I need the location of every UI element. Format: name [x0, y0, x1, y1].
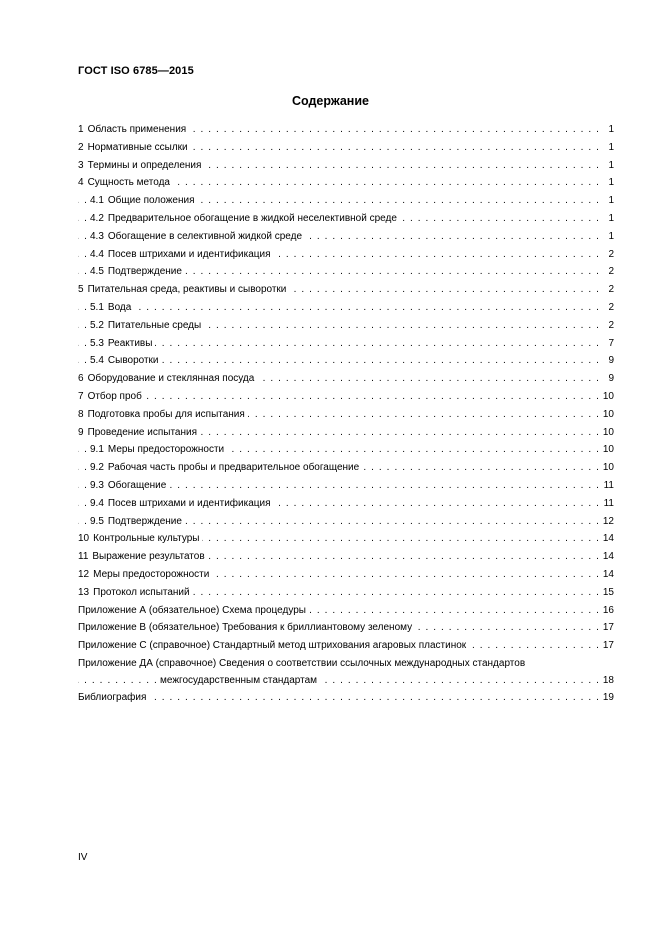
toc-entry[interactable] — [78, 192, 614, 210]
toc-entry-title: Отбор проб — [87, 390, 142, 402]
dot-leader — [78, 335, 614, 353]
toc-entry-page: 12 — [601, 513, 614, 531]
toc-entry[interactable] — [78, 584, 614, 602]
toc-entry-title: Сыворотки — [107, 355, 159, 367]
toc-entry-title: Подтверждение — [107, 266, 182, 278]
toc-entry-number: 13 — [78, 586, 90, 598]
toc-entry-number: 3 — [78, 159, 84, 171]
toc-entry[interactable] — [78, 335, 614, 353]
toc-entry-number: 9.5 — [90, 515, 104, 527]
toc-entry[interactable] — [78, 602, 614, 620]
toc-entry-number: 5.2 — [90, 319, 104, 331]
toc-entry-number: 5.3 — [90, 337, 104, 349]
toc-entry-page: 1 — [606, 210, 614, 228]
toc-entry[interactable] — [78, 513, 614, 531]
toc-entry-title: Посев штрихами и идентификация — [107, 497, 271, 509]
toc-entry-label — [78, 142, 191, 153]
toc-entry[interactable] — [78, 477, 614, 495]
toc-entry-title: Предварительное обогащение в жидкой неселективной среде — [107, 212, 397, 224]
toc-entry-page: 10 — [601, 459, 614, 477]
toc-entry-page: 14 — [601, 566, 614, 584]
toc-entry-number: 1 — [78, 124, 84, 135]
toc-entry[interactable] — [78, 157, 614, 175]
toc-entry-number: 4 — [78, 177, 84, 189]
toc-entry-page: 17 — [601, 619, 614, 637]
toc-entry-page: 10 — [601, 388, 614, 406]
toc-entry-number: 5.4 — [90, 355, 104, 367]
toc-entry-page: 11 — [602, 495, 614, 513]
toc-entry-page: 1 — [606, 228, 614, 246]
toc-entry-title: Рабочая часть пробы и предварительное обогащение — [107, 462, 360, 474]
toc-entry-label — [90, 480, 169, 491]
toc-entry-label — [90, 266, 185, 277]
toc-entry-title: Питательные среды — [107, 319, 202, 331]
toc-entry[interactable] — [78, 637, 614, 655]
toc-entry-title: Нормативные ссылки — [87, 141, 188, 153]
toc-entry-title: Оборудование и стеклянная посуда — [87, 373, 255, 385]
toc-entry-title: Обогащение — [107, 479, 167, 491]
toc-entry-title: Общие положения — [107, 195, 195, 207]
toc-entry-number: 4.2 — [90, 212, 104, 224]
toc-entry[interactable] — [78, 263, 614, 281]
toc-entry[interactable] — [78, 210, 614, 228]
dot-leader — [78, 388, 614, 406]
toc-entry-number: 5.1 — [90, 301, 104, 313]
toc-entry-number: 9.1 — [90, 444, 104, 456]
toc-entry-label — [90, 213, 400, 224]
page-number-footer: IV — [78, 852, 88, 863]
toc-entry-label — [78, 640, 469, 651]
dot-leader — [78, 689, 614, 707]
toc-entry-title: Приложение В (обязательное) Требования к бриллиантовому зеленому — [78, 622, 413, 634]
toc-entry-label — [90, 338, 155, 349]
toc-entry-label — [90, 302, 134, 313]
toc-entry-number: 7 — [78, 390, 84, 402]
toc-entry-label — [78, 427, 200, 438]
toc-entry-page: 16 — [601, 602, 614, 620]
document-header: ГОСТ ISO 6785—2015 — [78, 65, 194, 77]
toc-entry-label — [78, 533, 202, 544]
toc-entry-number: 2 — [78, 141, 84, 153]
toc-entry-label — [90, 355, 162, 366]
toc-entry-number: 5 — [78, 284, 84, 296]
toc-entry-title: Подготовка пробы для испытания — [87, 408, 245, 420]
toc-entry-title: Обогащение в селективной жидкой среде — [107, 230, 303, 242]
toc-entry-page: 18 — [601, 672, 614, 689]
toc-entry-number: 8 — [78, 408, 84, 420]
toc-entry-label — [78, 569, 212, 580]
toc-entry-label — [78, 587, 193, 598]
toc-entry-label — [90, 516, 185, 527]
toc-entry-label — [78, 373, 257, 384]
toc-entry[interactable] — [78, 530, 614, 548]
toc-entry-title: Выражение результатов — [92, 551, 205, 563]
toc-entry-page: 17 — [601, 637, 614, 655]
toc-entry-title: Проведение испытания — [87, 426, 198, 438]
toc-entry-page: 2 — [606, 263, 614, 281]
toc-entry-label — [78, 622, 415, 633]
toc-entry[interactable] — [78, 495, 614, 513]
toc-entry-page: 15 — [601, 584, 614, 602]
toc-entry[interactable] — [78, 548, 614, 566]
toc-entry[interactable] — [78, 281, 614, 299]
toc-entry[interactable] — [78, 174, 614, 192]
table-of-contents — [78, 121, 614, 707]
toc-entry-page: 2 — [606, 317, 614, 335]
toc-entry-label — [78, 160, 204, 171]
toc-entry-title: Вода — [107, 301, 132, 313]
toc-entry-page: 1 — [606, 174, 614, 192]
toc-entry[interactable] — [78, 139, 614, 157]
toc-entry-label — [90, 462, 362, 473]
toc-entry-number: 4.3 — [90, 230, 104, 242]
toc-entry-title: Реактивы — [107, 337, 153, 349]
toc-entry[interactable] — [78, 299, 614, 317]
toc-entry-number: 11 — [78, 551, 89, 563]
toc-entry-page: 1 — [606, 121, 614, 139]
toc-entry-page: 11 — [602, 477, 614, 495]
toc-entry-page: 14 — [601, 530, 614, 548]
toc-entry[interactable] — [78, 441, 614, 459]
toc-entry[interactable] — [78, 352, 614, 370]
toc-entry-page: 1 — [606, 192, 614, 210]
toc-entry-number: 4.4 — [90, 248, 104, 260]
page-title: Содержание — [291, 94, 369, 108]
toc-entry-label — [90, 498, 273, 509]
toc-entry-number: 4.1 — [90, 195, 104, 207]
toc-entry-title-continued: межгосударственным стандартам — [160, 672, 320, 689]
toc-entry-label — [90, 320, 204, 331]
toc-entry-page: 9 — [606, 370, 614, 388]
toc-entry-title: Термины и определения — [87, 159, 202, 171]
toc-entry-label — [90, 195, 198, 206]
toc-entry[interactable] — [78, 566, 614, 584]
toc-entry-page: 1 — [606, 157, 614, 175]
toc-entry-number: 9.4 — [90, 497, 104, 509]
toc-entry[interactable] — [78, 370, 614, 388]
toc-entry-page: 7 — [606, 335, 614, 353]
toc-entry-title: Питательная среда, реактивы и сыворотки — [87, 284, 287, 296]
toc-entry-label — [78, 284, 289, 295]
dot-leader — [78, 299, 614, 317]
toc-entry-label — [78, 391, 145, 402]
toc-entry[interactable] — [78, 459, 614, 477]
toc-entry-label — [78, 177, 173, 188]
toc-entry-label — [78, 124, 189, 135]
toc-entry[interactable] — [78, 228, 614, 246]
toc-entry-title: Меры предосторожности — [107, 444, 225, 456]
toc-entry-title: Библиография — [78, 691, 147, 703]
toc-entry-page: 10 — [601, 441, 614, 459]
toc-entry-number: 4.5 — [90, 266, 104, 278]
toc-entry-label — [90, 444, 227, 455]
toc-entry-label — [78, 692, 149, 703]
toc-entry[interactable] — [78, 317, 614, 335]
toc-entry-number: 9.2 — [90, 462, 104, 474]
toc-entry-title: Контрольные культуры — [93, 533, 200, 545]
toc-entry-label — [78, 409, 248, 420]
toc-entry-title: Меры предосторожности — [93, 568, 210, 580]
toc-entry-title: Протокол испытаний — [93, 586, 190, 598]
toc-entry-title: Сущность метода — [87, 177, 170, 189]
toc-entry-label — [90, 249, 273, 260]
toc-entry-title: Приложение А (обязательное) Схема процедуры — [78, 604, 306, 616]
toc-entry-title: Посев штрихами и идентификация — [107, 248, 271, 260]
toc-entry-page: 2 — [606, 246, 614, 264]
toc-entry[interactable] — [78, 388, 614, 406]
toc-entry-page: 1 — [606, 139, 614, 157]
toc-entry-number: 9 — [78, 426, 84, 438]
toc-entry-page: 19 — [601, 689, 614, 707]
toc-entry[interactable] — [78, 655, 614, 689]
toc-entry-number: 10 — [78, 533, 90, 545]
toc-entry-title: Приложение ДА (справочное) Сведения о соответствии ссылочных международных стандартов — [78, 655, 525, 673]
toc-entry-page: 9 — [606, 352, 614, 370]
toc-entry-page: 10 — [601, 424, 614, 442]
toc-entry[interactable] — [78, 689, 614, 707]
toc-entry[interactable] — [78, 406, 614, 424]
toc-entry-title: Приложение С (справочное) Стандартный метод штрихования агаровых пластинок — [78, 640, 467, 652]
dot-leader — [78, 672, 614, 689]
toc-entry[interactable] — [78, 121, 614, 139]
toc-entry-number: 9.3 — [90, 479, 104, 491]
toc-entry-page: 2 — [606, 281, 614, 299]
toc-entry-label — [78, 605, 309, 616]
toc-entry-title: Область применения — [87, 124, 187, 135]
toc-entry-page: 2 — [606, 299, 614, 317]
toc-entry-label — [78, 551, 208, 562]
toc-entry-page: 10 — [601, 406, 614, 424]
toc-entry-title: Подтверждение — [107, 515, 182, 527]
toc-entry[interactable] — [78, 619, 614, 637]
toc-entry-number: 6 — [78, 373, 84, 385]
toc-entry-number: 12 — [78, 568, 90, 580]
toc-entry-label — [90, 231, 305, 242]
toc-entry-page: 14 — [601, 548, 614, 566]
toc-entry[interactable] — [78, 424, 614, 442]
toc-entry[interactable] — [78, 246, 614, 264]
